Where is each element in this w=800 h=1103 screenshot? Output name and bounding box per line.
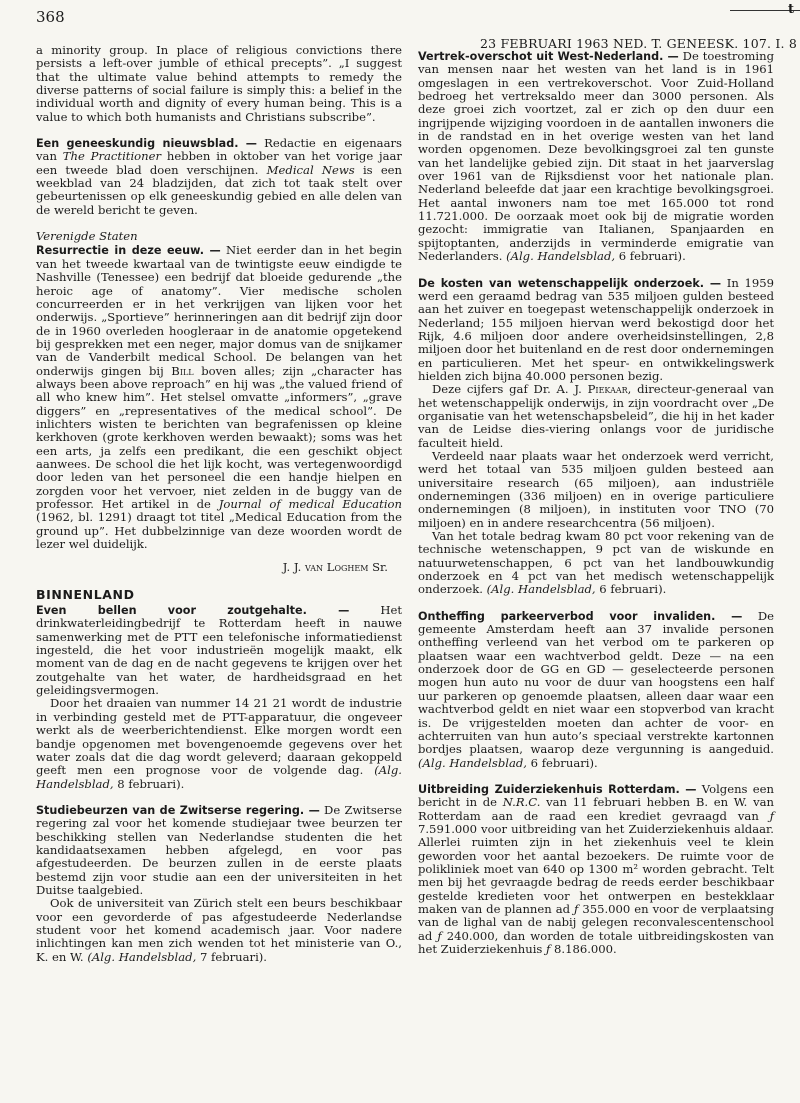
text-run: 6 februari). bbox=[615, 249, 686, 264]
article-kosten-onderzoek-body bbox=[418, 277, 774, 597]
italic-text: The Practitioner bbox=[62, 149, 162, 164]
article-continuation-body bbox=[36, 44, 402, 124]
article-geneeskundig-nieuwsblad-body bbox=[36, 137, 402, 217]
text-run: Het drinkwaterleidingbedrijf te Rotterdam heeft in nauwe samenwerking met de PTT een telefonische informatiedienst ingesteld, die het voor industrieën mogelijk maakt, elk moment van de dag en de nacht gegevens te krijgen over het zoutgehalte van het water, de hardheidsgraad en het geleidingsvermogen. bbox=[36, 603, 402, 698]
article-title: Vertrek-overschot uit West-Nederland. — bbox=[418, 50, 679, 63]
italic-text: Medical News bbox=[266, 162, 355, 177]
paragraph bbox=[36, 697, 402, 790]
paragraph bbox=[418, 610, 774, 770]
italic-text: (Alg. Handelsblad, bbox=[506, 249, 616, 264]
article-ontheffing-parkeerverbod bbox=[418, 610, 774, 770]
article-studiebeurzen bbox=[36, 804, 402, 964]
paragraph bbox=[36, 604, 402, 697]
small-caps-name: van Loghem bbox=[305, 560, 369, 575]
text-run: Van het totale bedrag kwam 80 pct voor rekening van de technische wetenschappen, 9 pct van de wiskunde en natuurwetenschappen, 6 pct van het landbouwkundig onderzoek en 4 pct van het medisch wetenschappelijk onderzoek. bbox=[418, 529, 774, 597]
small-caps-name: Piekaar bbox=[587, 382, 628, 397]
running-head: 23 FEBRUARI 1963 NED. T. GENEESK. 107. I. 8 bbox=[480, 36, 797, 51]
paragraph bbox=[36, 897, 402, 964]
paragraph bbox=[418, 783, 774, 956]
small-caps-name: Bill bbox=[171, 363, 194, 378]
text-run: Verdeeld naar plaats waar het onderzoek werd verricht, werd het totaal van 535 miljoen gulden besteed aan universitaire research (65 miljoen), aan industriële ondernemingen (336 miljoen) en in overige particuliere ondernemingen (8 miljoen), in instituten voor TNO (70 miljoen) en in andere researchcentra (56 miljoen). bbox=[418, 448, 774, 530]
text-run: hebben in oktober van het vorige jaar een tweede blad doen verschijnen. bbox=[36, 149, 402, 177]
author-signature bbox=[36, 561, 388, 574]
paragraph bbox=[36, 244, 402, 551]
italic-text: ƒ bbox=[574, 901, 579, 916]
paragraph bbox=[36, 804, 402, 897]
article-studiebeurzen-body bbox=[36, 804, 402, 964]
text-run: 7.591.000 voor uitbreiding van het Zuiderziekenhuis aldaar. Allerlei ruimten zijn in het ziekenhuis veel te klein geworden voor het aantal bezoekers. De ruimte voor de polikliniek moet van 640 op 1300 m² worden gebracht. Telt men bij het gevraagde bedrag de reeds eerder beschikbaar gestelde kredieten voor het ontwerpen en bestekklaar maken van de plannen ad bbox=[418, 821, 774, 916]
text-run: Sr. bbox=[368, 560, 388, 575]
text-run: Redactie en eigenaars van bbox=[36, 136, 402, 164]
article-uitbreiding-zuiderziekenhuis bbox=[418, 783, 774, 956]
text-run: 240.000, dan worden de totale uitbreidingskosten van het Zuiderziekenhuis bbox=[418, 928, 774, 956]
text-run: Deze cijfers gaf Dr. A. J. bbox=[432, 382, 588, 397]
text-run: 6 februari). bbox=[595, 582, 667, 597]
paragraph bbox=[418, 383, 774, 450]
right-column bbox=[418, 50, 774, 969]
article-continuation bbox=[36, 44, 402, 124]
article-ontheffing-parkeerverbod-body bbox=[418, 610, 774, 770]
article-title: Studiebeurzen van de Zwitserse regering. — bbox=[36, 803, 320, 817]
italic-text: (Alg. Handelsblad, bbox=[486, 582, 596, 597]
paragraph bbox=[36, 44, 402, 124]
left-column bbox=[36, 44, 402, 977]
paragraph bbox=[418, 50, 774, 264]
text-run: 8 februari). bbox=[113, 776, 185, 791]
article-resurrectie bbox=[36, 230, 402, 575]
text-run: 8.186.000. bbox=[550, 942, 617, 956]
article-geneeskundig-nieuwsblad bbox=[36, 137, 402, 217]
article-title: Even bellen voor zoutgehalte. — bbox=[36, 604, 350, 618]
paragraph bbox=[418, 450, 774, 530]
text-run: Door het draaien van nummer 14 21 21 wordt de industrie in verbinding gesteld met de PTT-apparatuur, die ongeveer werkt als de weerberichtendienst. Elke morgen wordt een bandje opgenomen met bovengenoemde gegevens over het water zoals dat die dag wordt geleverd; daaraan gekoppeld geeft men een prognose voor de volgende dag. bbox=[36, 696, 402, 778]
text-run: De gemeente Amsterdam heeft aan 37 invalide personen ontheffing verleend van het verbod om te parkeren op plaatsen waar een wachtverbod geldt. Deze — na een onderzoek door de GG en GD — geselecteerde personen mogen hun auto nu voor de duur van hoogstens een half uur parkeren op genoemde plaatsen, alleen daar waar een wachtverbod geldt en niet waar een stopverbod van kracht is. De vrijgestelden moeten dan achter de voor- en achterruiten van hun auto’s speciaal verstrekte kartonnen bordjes plaatsen, waarop deze vergunning is aangeduid. bbox=[418, 608, 775, 757]
text-run: (1962, bl. 1291) draagt tot titel „Medical Education from the ground up”. Het dubbelzinnige van deze woorden wordt de lezer wel duidelijk. bbox=[36, 510, 402, 552]
text-run: a minority group. In place of religious convictions there persists a left-over jumble of ethical precepts”. „I suggest that the ultimate value behind attempts to remedy the diverse patterns of social failure is simply this: a belief in the individual worth and dignity of every human being. This is a value to which both humanists and Christians subscribe”. bbox=[36, 43, 402, 124]
article-title: Resurrectie in deze eeuw. — bbox=[36, 244, 221, 258]
article-title: Ontheffing parkeerverbod voor invaliden. — bbox=[418, 609, 743, 623]
italic-text: (Alg. Handelsblad, bbox=[36, 763, 402, 791]
text-run: Ook de universiteit van Zürich stelt een beurs beschikbaar voor een gevorderde of pas afgestudeerde Nederlandse student voor het komend academisch jaar. Voor nadere inlichtingen kan men zich wenden tot het ministerie van O., K. en W. bbox=[36, 896, 402, 964]
corner-mark: t bbox=[787, 2, 794, 17]
article-vertrek-overschot-body bbox=[418, 50, 774, 264]
text-run: boven alles; zijn „character has always been above reproach” en hij was „the valued friend of all who knew him”. Het stelsel omvatte „informers”, „grave diggers” en „representatives of the medical school”. De inlichters wisten te berichten van begrafenissen op kleine kerkhoven (grote kerkhoven werden bewaakt); soms was het een arts, ja zelfs een predikant, die een geschikt object aanwees. De school die het lijk kocht, was vertegenwoordigd door leden van het personeel die een handje hielpen en zorgden voor het vervoer, niet zelden in de buggy van de professor. Het artikel in de bbox=[36, 363, 402, 511]
article-vertrek-overschot bbox=[418, 50, 774, 264]
article-zoutgehalte-body bbox=[36, 604, 402, 791]
italic-text: Journal of medical Education bbox=[218, 497, 402, 511]
article-title: Uitbreiding Zuiderziekenhuis Rotterdam. — bbox=[418, 782, 697, 796]
text-run: De toestroming van mensen naar het westen van het land is in 1961 omgeslagen in een vertrekoverschot. Voor Zuid-Holland bedroeg het vertreksaldo meer dan 3000 personen. Als deze groei zich voortzet, zal er zich op den duur een ingrijpende wijziging voordoen in de aantallen inwoners die in de randstad en in het overige westen van het land worden opgenomen. Deze bevolkingsgroei zal ten gunste van het landelijke gebied zijn. Dit staat in het jaarverslag over 1961 van de Rijksdienst voor het nationale plan. Nederland beleefde dat jaar een krachtige bevolkingsgroei. Het aantal inwoners nam toe met 165.000 tot rond 11.721.000. De oorzaak moet ook bij de migratie worden gezocht: immigratie van Italianen, Spanjaarden en spijtoptanten, anderzijds in verminderde emigratie van Nederlanders. bbox=[418, 49, 774, 264]
text-run: 355.000 en voor de verplaatsing van de lighal van de nabij gelegen reconvalescentenschool ad bbox=[418, 901, 774, 943]
article-uitbreiding-zuiderziekenhuis-body bbox=[418, 783, 774, 956]
text-run: , directeur-generaal van het wetenschappelijk onderwijs, in zijn voordracht over „De organisatie van het wetenschapsbeleid”, die hij in het kader van de Leidse dies-viering onlangs voor de juridische faculteit hield. bbox=[418, 382, 774, 450]
text-run: is een weekblad van 24 bladzijden, dat zich tot taak stelt over gebeurtenissen op elk geneeskundig gebied en alle delen van de wereld bericht te geven. bbox=[36, 162, 403, 217]
text-run: van 11 februari hebben B. en W. van Rotterdam aan de raad een krediet gevraagd van bbox=[418, 795, 774, 823]
text-run: Volgens een bericht in de bbox=[418, 781, 774, 810]
article-title: Een geneeskundig nieuwsblad. — bbox=[36, 137, 257, 151]
text-run: 6 februari). bbox=[526, 755, 598, 770]
article-title: De kosten van wetenschappelijk onderzoek. — bbox=[418, 276, 722, 290]
paragraph bbox=[36, 137, 402, 217]
paragraph bbox=[418, 530, 774, 597]
italic-text: (Alg. Handelsblad, bbox=[418, 755, 527, 770]
text-run: 7 februari). bbox=[196, 949, 267, 964]
italic-text: N.R.C. bbox=[502, 795, 541, 810]
article-resurrectie-body bbox=[36, 244, 402, 551]
italic-text: ƒ bbox=[437, 928, 442, 943]
italic-text: (Alg. Handelsblad, bbox=[87, 949, 197, 964]
italic-text: ƒ bbox=[769, 808, 774, 823]
text-run: In 1959 werd een geraamd bedrag van 535 miljoen gulden besteed aan het zuiver en toegepast wetenschappelijk onderzoek in Nederland; 155 miljoen hiervan werd bekostigd door het Rijk, 4.6 miljoen door andere overheidsinstellingen, 2,8 miljoen door het buitenland en de rest door ondernemingen en particulieren. Met het speur- en ontwikkelingswerk hielden zich bijna 40.000 personen bezig. bbox=[418, 275, 774, 383]
text-run: De Zwitserse regering zal voor het komende studiejaar twee beurzen ter beschikking stellen van Nederlandse studenten die het kandidaatsexamen hebben afgelegd, en voor pas afgestudeerden. De beurzen zullen in de eerste plaats bestemd zijn voor studie aan een der universiteiten in het Duitse taalgebied. bbox=[36, 802, 402, 897]
text-run: J. J. bbox=[282, 560, 306, 575]
article-zoutgehalte bbox=[36, 604, 402, 791]
page-number: 368 bbox=[36, 8, 65, 26]
text-run: Niet eerder dan in het begin van het tweede kwartaal van de twintigste eeuw eindigde te Nashville (Tenessee) een bedrijf dat bloeide gedurende „the heroic age of anatomy”. Vier medische scholen concurreerden er in het verkrijgen van lijken voor het onderwijs. „Sportieve” herinneringen aan dit bedrijf zijn door de in 1960 overleden hoogleraar in de anatomie opgetekend bij gesprekken met een neger, major domus van de snijkamer van de Vanderbilt medical School. De belangen van het onderwijs gingen bij bbox=[36, 243, 402, 378]
kicker-verenigde-staten: Verenigde Staten bbox=[36, 229, 138, 244]
italic-text: ƒ bbox=[546, 942, 551, 956]
article-kosten-onderzoek bbox=[418, 277, 774, 597]
section-header-binnenland: BINNENLAND bbox=[36, 586, 135, 602]
paragraph bbox=[418, 277, 774, 384]
